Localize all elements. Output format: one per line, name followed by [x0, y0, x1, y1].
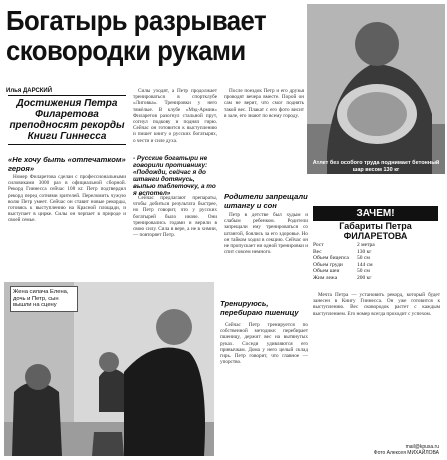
byline: Илья ДАРСКИЙ [6, 88, 53, 94]
credit [374, 444, 439, 456]
stat-row [313, 275, 440, 282]
subhead-training: Тренируюсь, перебираю пшеницу [220, 299, 299, 317]
column-1-text: Номер Филаретова сделан с профессиональными силовиками 3000 раз в официальной сборной. Рекорд Гиннесса сейчас 108 кг. Петр подтвердил рекорд перед сотнями зрителей. Переломить чужую волю Петр умеет. Сейчас он ставит новые рекорды, готовясь к выступлению на Красной площади, и выступает в цирке. Силы он черпает в природе и своей семье. [8, 174, 126, 224]
top-photo-caption: Атлет без особого труда поднимает бетонный шар весом 130 кг [312, 160, 440, 173]
credit-photo: Фото Алексея МИХАЙЛОВА [373, 450, 439, 456]
subhead-parents: Родители запрещали штангу и сон [224, 192, 308, 210]
dimensions-list [313, 242, 440, 288]
stat-label: Вес [313, 248, 322, 255]
strongman-photo [307, 4, 445, 174]
stat-value: 50 см [357, 255, 370, 261]
headline: Богатырь разрывает сковородки руками [6, 5, 267, 66]
column-5 [224, 212, 308, 276]
stat-value: 130 кг [357, 248, 372, 255]
stat-value: 2 метра [357, 242, 375, 248]
column-2 [133, 88, 217, 160]
column-7-text: Мечта Петра — установить рекорд, который будет занесен в Книгу Гиннесса. Он уже готовится к выступлению. Вес сковородок растет с каждым выступлением. Его номер всегда проходит с успехом. [313, 292, 440, 317]
stat-value: 144 см [357, 261, 373, 268]
column-4 [224, 88, 304, 178]
subhead-first: «Не хочу быть «отпечатком» героя» [8, 155, 126, 173]
column-4-text: После поездок Петр и его друзья проводят вечера вместе. Порой он сам не верит, что смог поднять такой вес. Плакат с его фото висит в зале, его знают по всему городу. [224, 88, 304, 119]
family-photo-caption: Жена силача Елена, дочь и Петр, сын вышли на сцену [10, 286, 78, 312]
stat-value: 200 кг [357, 274, 372, 281]
dimensions-title: Габариты Петра ФИЛАРЕТОВА [339, 221, 412, 241]
lede: Достижения Петра Филаретова преподносят рекорды Книги Гиннесса [8, 95, 126, 145]
column-3 [133, 195, 217, 293]
stat-label: Объем бицепса [313, 255, 349, 261]
column-1 [8, 174, 126, 278]
column-7 [313, 292, 440, 432]
stat-value: 50 см [357, 268, 370, 274]
subhead-russian: - Русские богатыри не говорили противнику: «Подожди, сейчас я до штанги дотянусь, выпью таблеточку, а то я вспотел» [133, 155, 216, 197]
column-2-text: Силы уходят, а Петр продолжает тренироваться в спортклубе «Лиговка». Тренировки у него тяжёлые. В клубе «Мэд-Армии» Филаретов разогнул стальной прут, согнул подкову и поднял гирю. Сейчас он готовится к выступлению и пишет книгу о русских богатырях, о чести и силе духа. [133, 88, 217, 144]
stat-label: Объем груди [313, 261, 343, 268]
stat-label: Жим лежа [313, 274, 338, 281]
column-5-text: Петр в детстве был худым и слабым ребенком. Родители запрещали ему тренироваться со штангой, боялись за его здоровье. Но он тайком ходил в секцию. Сейчас он не пропускает ни одной тренировки и спит совсем немного. [224, 212, 308, 256]
column-3-text: Сейчас предлагают препараты, чтобы добиться результата быстрее, но Петр говорит, что у русских богатырей было иначе. Они тренировались годами и верили в свою силу. Сила в вере, а не в химии, — повторяет Петр. [133, 195, 217, 239]
zachet-banner: ЗАЧЕМ! [313, 206, 438, 221]
column-6-text: Сейчас Петр тренируется по собственной методике: перебирает пшеницу, держит вес на вытянутых руках. Соседи удивляются его привычкам. Дома у него целый склад гирь. Петр говорит, что главное — упорство. [220, 322, 308, 366]
stat-label: Объем шеи [313, 268, 340, 274]
stat-label: Рост [313, 242, 324, 248]
credit-email[interactable]: mail@kpusa.ru [405, 444, 439, 450]
column-6 [220, 322, 308, 454]
